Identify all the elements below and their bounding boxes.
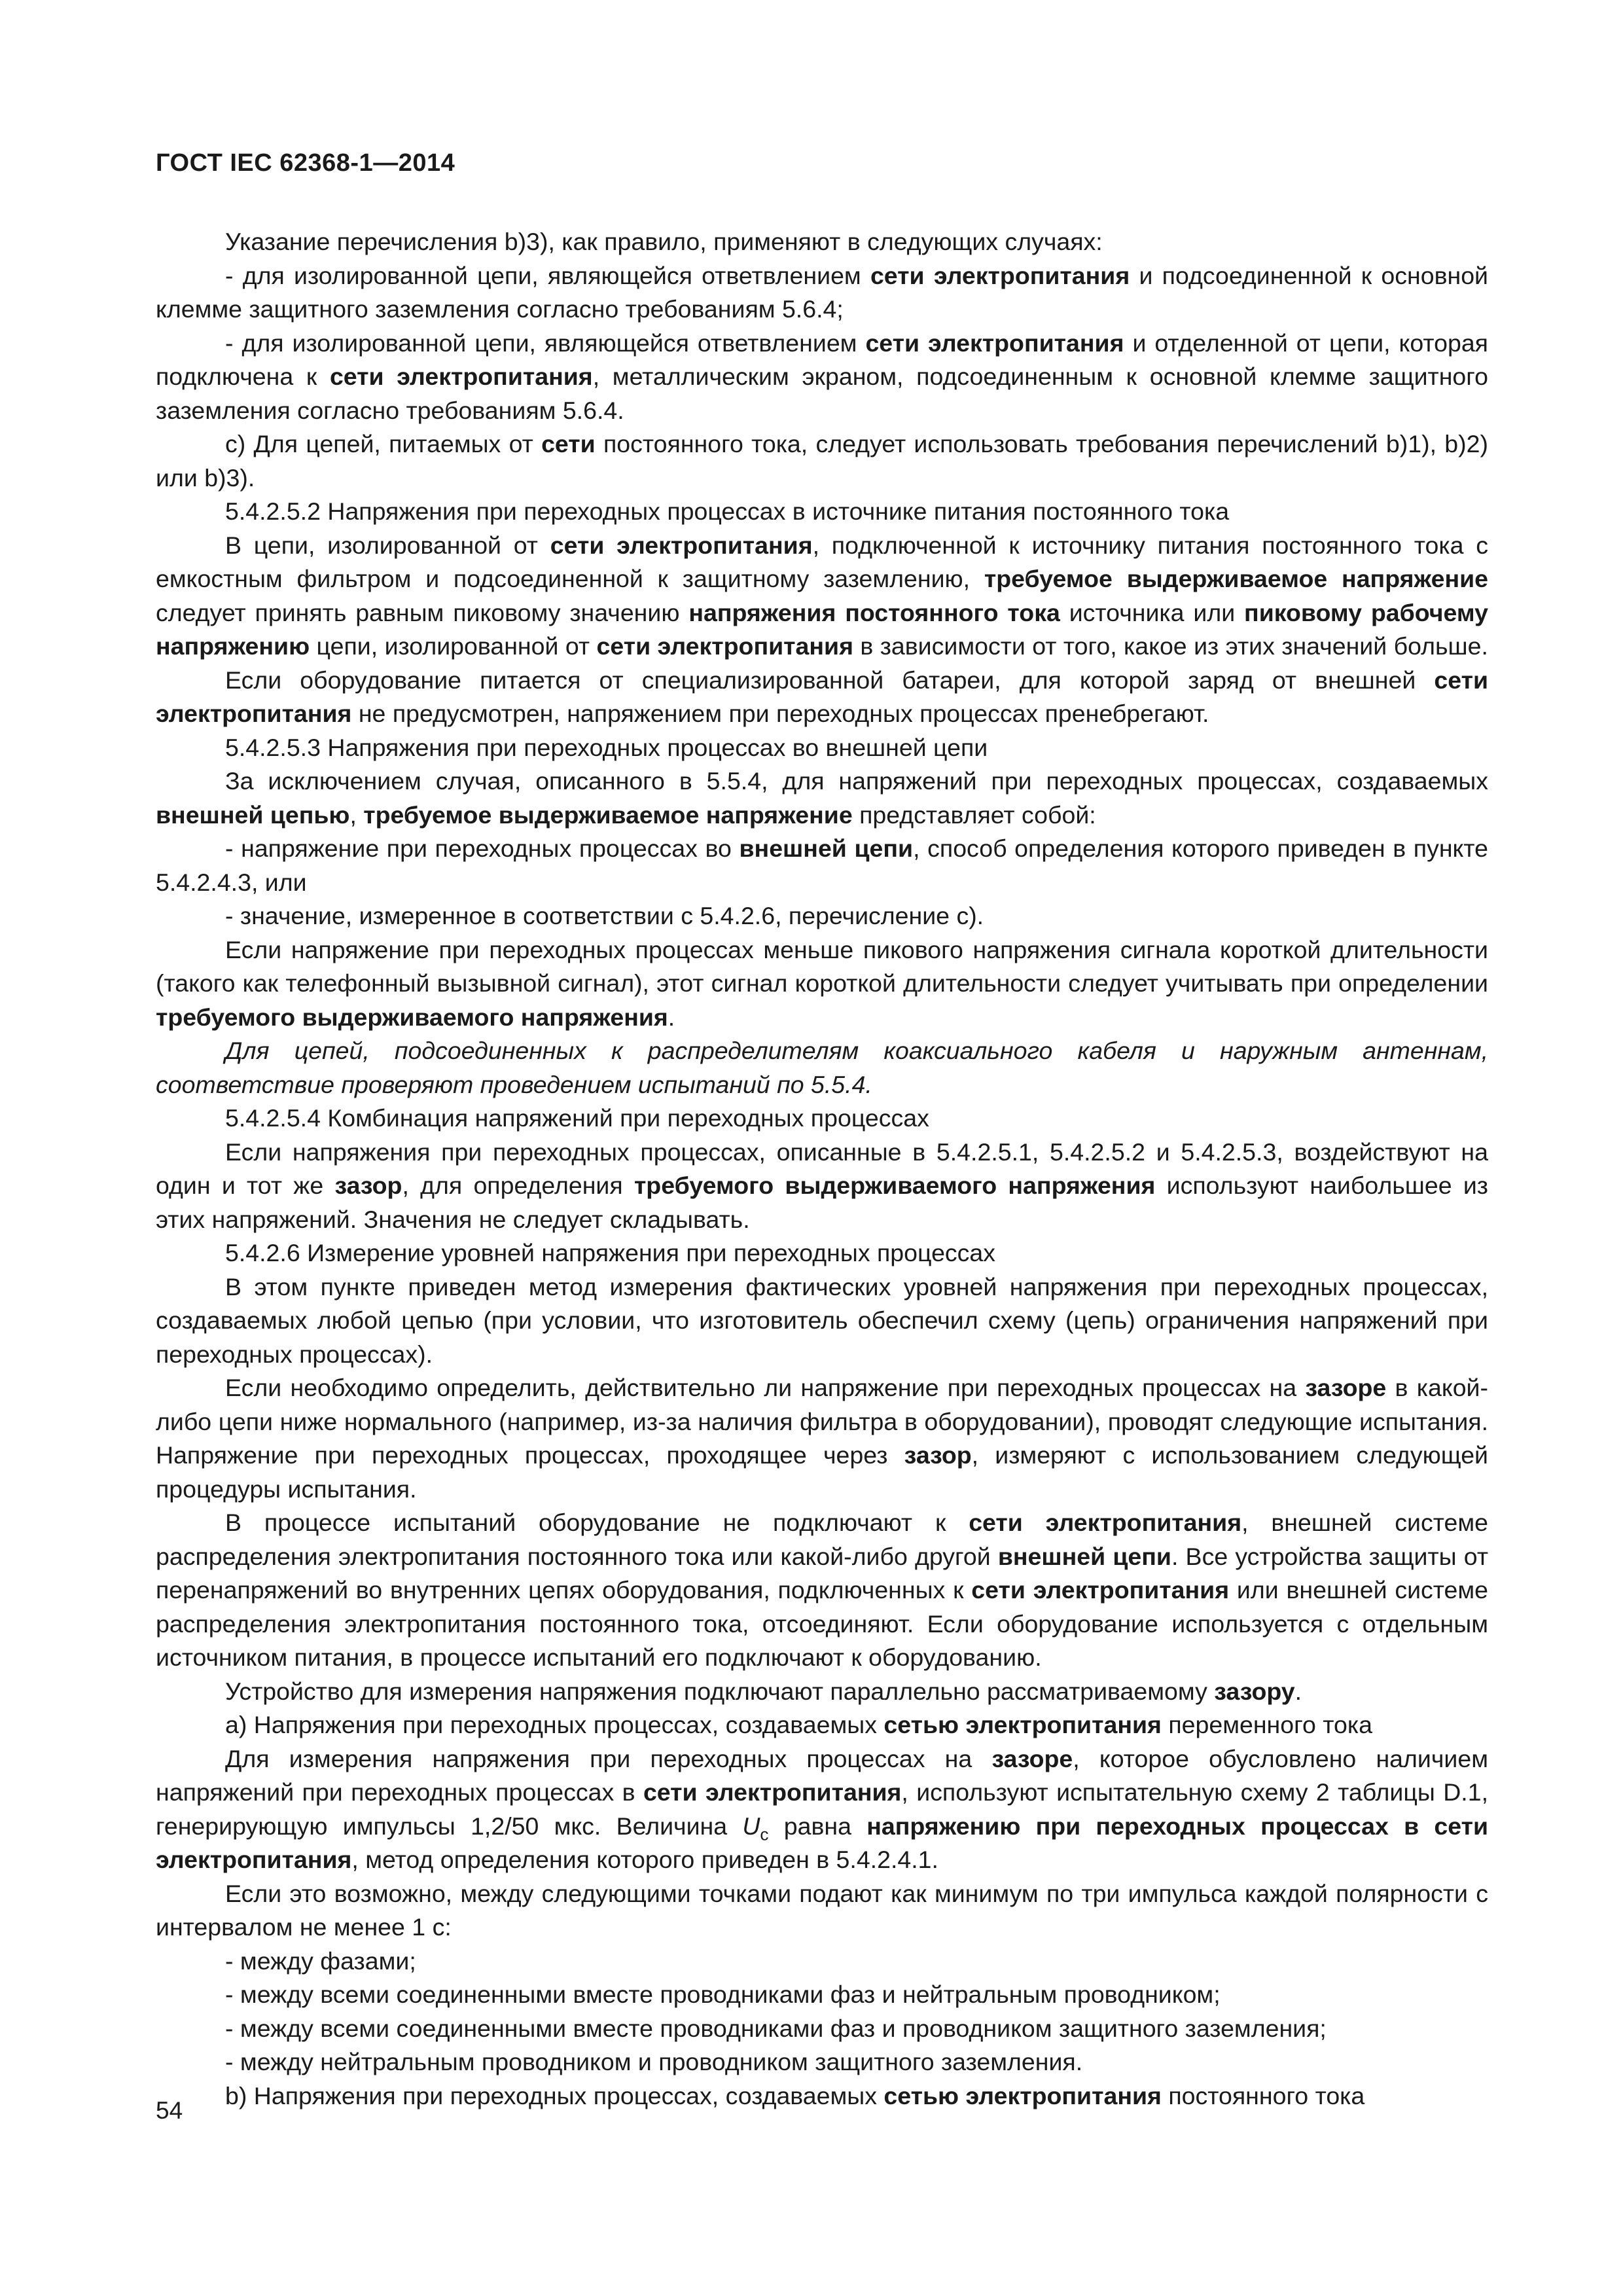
paragraph <box>156 2079 1488 2113</box>
text-run: используют наибольшее из этих напряжений. Значения не следует складывать. <box>156 1172 1488 1233</box>
text-run: Если необходимо определить, действительно ли напряжение при переходных процессах на <box>225 1374 1306 1401</box>
paragraph <box>156 1136 1488 1237</box>
bold-term: требуемое выдерживаемое напряжение <box>363 800 853 829</box>
text-run: - для изолированной цепи, являющейся ответвлением <box>225 329 866 357</box>
text-run: постоянного тока <box>1161 2081 1365 2109</box>
text-run: и отделенной от цепи, которая подключена к <box>156 329 1488 390</box>
symbol: U <box>742 1812 760 1840</box>
paragraph <box>156 1742 1488 1877</box>
bold-term: зазор <box>334 1172 402 1199</box>
bold-term: зазор <box>904 1441 972 1469</box>
bold-term: сети электропитания <box>550 531 813 559</box>
page-number: 54 <box>156 2097 183 2124</box>
bold-term: требуемого выдерживаемого напряжения <box>633 1172 1156 1199</box>
text-run: и подсоединенной к основной клемме защитного заземления согласно требованиям 5.6.4; <box>156 261 1488 323</box>
bold-term: сети электропитания <box>329 363 593 390</box>
paragraph <box>156 1371 1488 1506</box>
bold-term: зазоре <box>1305 1374 1387 1401</box>
bold-term: сетью электропитания <box>883 1711 1162 1738</box>
text-run: а) Напряжения при переходных процессах, создаваемых <box>225 1711 884 1738</box>
document-body <box>156 225 1488 2113</box>
bold-term: сети электропитания <box>596 632 853 660</box>
subscript: c <box>760 1824 769 1844</box>
text-run: Если напряжение при переходных процессах меньше пикового напряжения сигнала короткой длительности (такого как телефонный вызывной сигнал), этот сигнал короткой длительности следует учитывать при определении <box>156 935 1488 997</box>
text-run: в какой-либо цепи ниже нормального (например, из-за наличия фильтра в оборудовании), проводят следующие испытания. Напряжение при переходных процессах, проходящее через <box>156 1374 1488 1469</box>
text-run: В процессе испытаний оборудование не подключают к <box>225 1509 969 1536</box>
text-run: , <box>349 800 364 829</box>
text-run: постоянного тока, следует использовать требования перечислений b)1), b)2) или b)3). <box>156 430 1488 492</box>
text-run: в зависимости от того, какое из этих значений больше. <box>853 632 1488 660</box>
bold-term: сети электропитания <box>971 1576 1230 1604</box>
paragraph <box>156 933 1488 1035</box>
text-run: 5.4.2.5.4 Комбинация напряжений при переходных процессах <box>225 1104 929 1132</box>
bold-term: внешней цепи <box>739 834 914 862</box>
paragraph <box>156 664 1488 731</box>
text-run: Для измерения напряжения при переходных процессах на <box>225 1744 992 1772</box>
paragraph <box>156 495 1488 529</box>
text-run: b) Напряжения при переходных процессах, создаваемых <box>225 2081 884 2109</box>
text-run: - между всеми соединенными вместе проводниками фаз и нейтральным проводником; <box>225 1981 1221 2008</box>
text-run: Устройство для измерения напряжения подключают параллельно рассматриваемому <box>225 1677 1215 1705</box>
bold-term: напряжения постоянного тока <box>688 598 1060 626</box>
bold-term: требуемого выдерживаемого напряжения <box>156 1003 668 1031</box>
text-run: - между всеми соединенными вместе проводниками фаз и проводником защитного заземления; <box>225 2014 1327 2042</box>
bold-term: требуемое выдерживаемое напряжение <box>984 565 1488 592</box>
text-run: , которое обусловлено наличием напряжений при переходных процессах в <box>156 1744 1488 1806</box>
paragraph <box>156 1034 1488 1102</box>
paragraph <box>156 1236 1488 1270</box>
text-run: равна <box>768 1812 867 1840</box>
paragraph <box>156 899 1488 933</box>
paragraph <box>156 225 1488 259</box>
text-run: В этом пункте приведен метод измерения фактических уровней напряжения при переходных процессах, создаваемых любой цепью (при условии, что изготовитель обеспечил схему (цепь) ограничения напряжений при переходных процессах). <box>156 1272 1488 1368</box>
bold-term: сети электропитания <box>870 261 1130 289</box>
text-run: с) Для цепей, питаемых от <box>225 430 542 457</box>
document-header: ГОСТ IEC 62368-1—2014 <box>156 149 455 177</box>
paragraph <box>156 1270 1488 1372</box>
text-run: или внешней системе распределения электропитания постоянного тока, отсоединяют. Если оборудование используется с отдельным источником питания, в процессе испытаний его подключают к оборудованию. <box>156 1576 1489 1671</box>
paragraph <box>156 1102 1488 1136</box>
text-run: источника или <box>1060 598 1245 626</box>
bold-term: сетью электропитания <box>883 2081 1162 2109</box>
paragraph <box>156 259 1488 327</box>
bold-term: зазоре <box>991 1744 1073 1772</box>
paragraph <box>156 1708 1488 1742</box>
text-run: , металлическим экраном, подсоединенным к основной клемме защитного заземления согласно требованиям 5.6.4. <box>156 363 1488 424</box>
text-run: цепи, изолированной от <box>310 632 597 660</box>
paragraph <box>156 2012 1488 2046</box>
text-run: , используют испытательную схему 2 таблицы D.1, генерирующую импульсы 1,2/50 мкс. Величина <box>156 1778 1488 1840</box>
bold-term: зазору <box>1214 1677 1295 1705</box>
text-run: Указание перечисления b)3), как правило, применяют в следующих случаях: <box>225 228 1103 255</box>
text-run: В цепи, изолированной от <box>225 531 550 559</box>
bold-term: сети электропитания <box>865 329 1124 357</box>
text-run: - напряжение при переходных процессах во <box>225 834 740 862</box>
paragraph <box>156 1945 1488 1979</box>
paragraph <box>156 2045 1488 2079</box>
text-run: , метод определения которого приведен в 5.4.2.4.1. <box>351 1846 938 1873</box>
bold-term: сети <box>541 430 596 457</box>
text-run: . <box>1294 1677 1302 1705</box>
text-run: , внешней системе распределения электропитания постоянного тока или какой-либо другой <box>156 1509 1488 1570</box>
bold-term: внешней цепью <box>156 800 350 829</box>
paragraph <box>156 327 1488 428</box>
bold-term: пиковому рабочему напряжению <box>156 598 1489 660</box>
paragraph <box>156 764 1488 832</box>
text-run: Для цепей, подсоединенных к распределителям коаксиального кабеля и наружным антеннам, соответствие проверяют проведением испытаний по 5.5.4. <box>156 1037 1488 1098</box>
paragraph <box>156 529 1488 664</box>
bold-term: напряжению при переходных процессах в сети электропитания <box>156 1812 1488 1873</box>
text-run: - значение, измеренное в соответствии с 5.4.2.6, перечисление с). <box>225 902 984 929</box>
text-run: представляет собой: <box>852 800 1096 829</box>
paragraph <box>156 1675 1488 1709</box>
paragraph <box>156 832 1488 899</box>
bold-term: сети электропитания <box>969 1509 1242 1536</box>
text-run: следует принять равным пиковому значению <box>156 598 689 626</box>
bold-term: сети электропитания <box>643 1778 902 1806</box>
paragraph <box>156 1877 1488 1945</box>
text-run: , подключенной к источнику питания постоянного тока с емкостным фильтром и подсоединенной к защитному заземлению, <box>156 531 1488 592</box>
text-run: переменного тока <box>1161 1711 1372 1738</box>
paragraph <box>156 427 1488 495</box>
text-run: 5.4.2.5.3 Напряжения при переходных процессах во внешней цепи <box>225 733 988 761</box>
text-run: - между нейтральным проводником и проводником защитного заземления. <box>225 2048 1083 2075</box>
text-run: . Все устройства защиты от перенапряжений во внутренних цепях оборудования, подключенных к <box>156 1542 1488 1604</box>
text-run: За исключением случая, описанного в 5.5.4, для напряжений при переходных процессах, создаваемых <box>225 767 1488 795</box>
text-run: , способ определения которого приведен в пункте 5.4.2.4.3, или <box>156 834 1488 896</box>
text-run: не предусмотрен, напряжением при переходных процессах пренебрегают. <box>351 700 1209 727</box>
bold-term: внешней цепи <box>997 1542 1171 1570</box>
text-run: , измеряют с использованием следующей процедуры испытания. <box>156 1441 1488 1503</box>
text-run: Если это возможно, между следующими точками подают как минимум по три импульса каждой полярности с интервалом не менее 1 с: <box>156 1879 1488 1941</box>
text-run: , для определения <box>402 1172 634 1199</box>
text-run: 5.4.2.6 Измерение уровней напряжения при переходных процессах <box>225 1239 996 1266</box>
text-run: Если напряжения при переходных процессах, описанные в 5.4.2.5.1, 5.4.2.5.2 и 5.4.2.5.3, воздействуют на один и тот же <box>156 1138 1488 1199</box>
paragraph <box>156 1506 1488 1675</box>
paragraph <box>156 1978 1488 2012</box>
paragraph <box>156 731 1488 765</box>
bold-term: сети электропитания <box>156 666 1488 727</box>
text-run: . <box>668 1003 675 1031</box>
text-run: 5.4.2.5.2 Напряжения при переходных процессах в источнике питания постоянного тока <box>225 497 1230 525</box>
text-run: - для изолированной цепи, являющейся ответвлением <box>225 261 870 289</box>
text-run: - между фазами; <box>225 1946 416 1975</box>
text-run: Если оборудование питается от специализированной батареи, для которой заряд от внешней <box>225 666 1435 694</box>
